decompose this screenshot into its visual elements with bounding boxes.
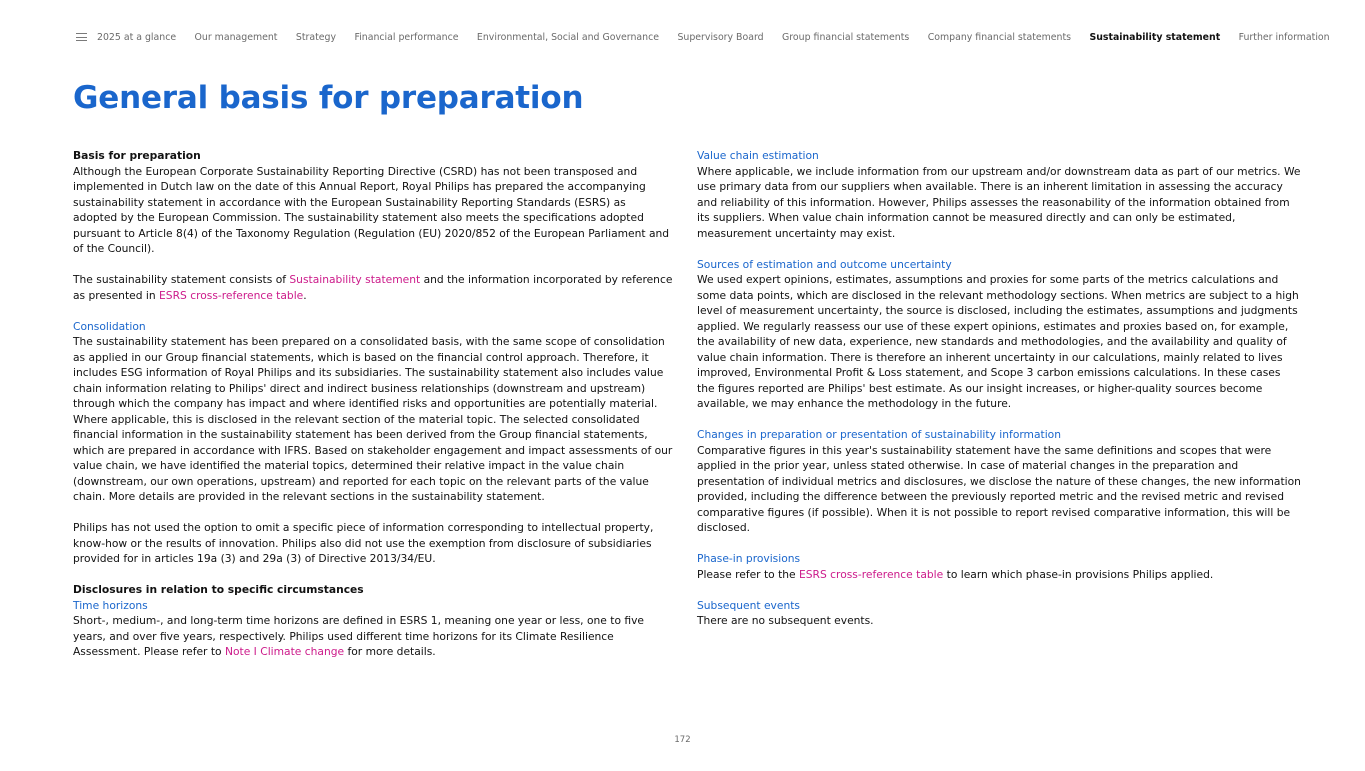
phase-in-text-a: Please refer to the	[697, 567, 800, 581]
value-chain-paragraph: Where applicable, we include information from our upstream and/or downstream data as part of our metrics. We use primary data from our suppliers when available. There is an inherent limitation in assessing the accuracy and reliability of this information. However, Philips assesses the reasonability of the information obtained from its suppliers. When value chain information cannot be measured directly and can only be estimated, measurement uncertainty may exist.	[697, 164, 1301, 240]
nav-item-strategy[interactable]: Strategy	[295, 31, 337, 43]
sustainability-statement-link[interactable]: Sustainability statement	[289, 273, 421, 286]
basis-paragraph-2	[73, 272, 673, 303]
consolidation-heading: Consolidation	[73, 319, 146, 333]
climate-change-note-link[interactable]: Note I Climate change	[224, 645, 345, 658]
sources-heading: Sources of estimation and outcome uncertainty	[697, 257, 952, 271]
consolidation-section	[73, 319, 673, 505]
changes-heading: Changes in preparation or presentation of sustainability information	[697, 428, 1061, 441]
left-column	[73, 148, 673, 675]
basis-text-b: and the information incorporated by reference as presented in	[73, 273, 673, 302]
time-horizons-text-a: Short-, medium-, and long-term time horizons are defined in ESRS 1, meaning one year or less, one to five years, and over five years, respectively. Philips used different time horizons for its Climate Resilience Assessment. Please refer to	[73, 614, 645, 658]
esrs-cross-reference-link[interactable]: ESRS cross-reference table	[159, 288, 304, 302]
time-horizons-heading: Time horizons	[73, 598, 148, 612]
consolidation-paragraph: The sustainability statement has been prepared on a consolidated basis, with the same scope of consolidation as applied in our Group financial statements, which is based on the financial control approach. Therefore, it includes ESG information of Royal Philips and its subsidiaries. The sustainability statement also includes value chain information relating to Philips' direct and indirect business relationships (downstream and upstream) through which the company has impact and where identified risks and opportunities are potentially material. Where applicable, this is disclosed in the relevant section of the material topic. The selected consolidated financial information in the sustainability statement has been derived from the Group financial statements, which are prepared in accordance with IFRS. Based on stakeholder engagement and impact assessments of our value chain, we have identified the material topics, determined their relative impact in the value chain (downstream, our own operations, upstream) and reported for each topic on the relevant parts of the value chain. More details are provided in the relevant sections in the sustainability statement.	[73, 335, 673, 503]
basis-heading: Basis for preparation	[73, 149, 201, 162]
value-chain-section	[697, 148, 1301, 241]
esrs-cross-reference-link-2[interactable]: ESRS cross-reference table	[799, 567, 944, 581]
nav-item-further-information[interactable]: Further information	[1238, 31, 1330, 43]
nav-item-group-financial-statements[interactable]: Group financial statements	[782, 31, 910, 43]
basis-text-a: The sustainability statement consists of	[73, 273, 290, 286]
subsequent-events-paragraph: There are no subsequent events.	[697, 614, 874, 627]
nav-item-financial-performance[interactable]: Financial performance	[354, 31, 459, 43]
changes-paragraph: Comparative figures in this year's sustainability statement have the same definitions and scopes that were applied in the prior year, unless stated otherwise. In case of material changes in the preparation and presentation of individual metrics and disclosures, we disclose the nature of these changes, the new information provided, including the difference between the previously reported metric and the revised metric and revised comparative figures (if possible). When it is not possible to report revised comparative information, this will be disclosed.	[697, 443, 1301, 534]
sources-section	[697, 257, 1301, 412]
changes-section	[697, 427, 1301, 536]
disclosures-section	[73, 582, 673, 660]
disclosures-heading: Disclosures in relation to specific circumstances	[73, 583, 364, 596]
right-column	[697, 148, 1301, 644]
omission-paragraph: Philips has not used the option to omit a specific piece of information corresponding to intellectual property, know-how or the results of innovation. Philips also did not use the exemption from disclosure of subsidiaries provided for in articles 19a (3) and 29a (3) of Directive 2013/34/EU.	[73, 521, 654, 565]
phase-in-heading: Phase-in provisions	[697, 552, 801, 565]
top-navigation	[76, 29, 1330, 45]
time-horizons-text-b: for more details.	[344, 645, 436, 658]
subsequent-events-heading: Subsequent events	[697, 598, 800, 612]
nav-item-esg[interactable]: Environmental, Social and Governance	[476, 31, 660, 43]
nav-item-supervisory-board[interactable]: Supervisory Board	[677, 31, 764, 43]
basis-paragraph: Although the European Corporate Sustainability Reporting Directive (CSRD) has not been transposed and implemented in Dutch law on the date of this Annual Report, Royal Philips has prepared the accompanying sustainability statement in accordance with the European Sustainability Reporting Standards (ESRS) as adopted by the European Commission. The sustainability statement also meets the specifications adopted pursuant to Article 8(4) of the Taxonomy Regulation (Regulation (EU) 2020/852 of the European Parliament and of the Council).	[73, 164, 670, 255]
nav-item-our-management[interactable]: Our management	[194, 31, 278, 43]
sources-paragraph: We used expert opinions, estimates, assumptions and proxies for some parts of the metrics calculations and some data points, which are disclosed in the relevant methodology sections. When metrics are subject to a high level of measurement uncertainty, the source is disclosed, including the estimates, assumptions and judgments applied. We regularly reassess our use of these expert opinions, estimates and proxies based on, for example, the availability of new data, experience, new standards and methodologies, and the availability and quality of value chain information. There is therefore an inherent uncertainty in our calculations, mainly related to lives improved, Environmental Profit & Loss statement, and Scope 3 carbon emissions calculations. In these cases the figures reported are Philips' best estimate. As our insight increases, or higher-quality sources become available, we may enhance the methodology in the future.	[697, 273, 1299, 410]
nav-item-company-financial-statements[interactable]: Company financial statements	[927, 31, 1072, 43]
value-chain-heading: Value chain estimation	[697, 149, 819, 162]
basis-section	[73, 148, 673, 257]
phase-in-section	[697, 551, 1301, 582]
basis-text-c: .	[303, 288, 307, 302]
page-title: General basis for preparation	[73, 80, 584, 116]
nav-item-2025-at-a-glance[interactable]: 2025 at a glance	[97, 31, 177, 43]
nav-item-sustainability-statement[interactable]: Sustainability statement	[1089, 31, 1221, 43]
page-number: 172	[674, 735, 691, 745]
subsequent-events-section	[697, 598, 1301, 629]
phase-in-text-b: to learn which phase-in provisions Philips applied.	[943, 567, 1214, 581]
